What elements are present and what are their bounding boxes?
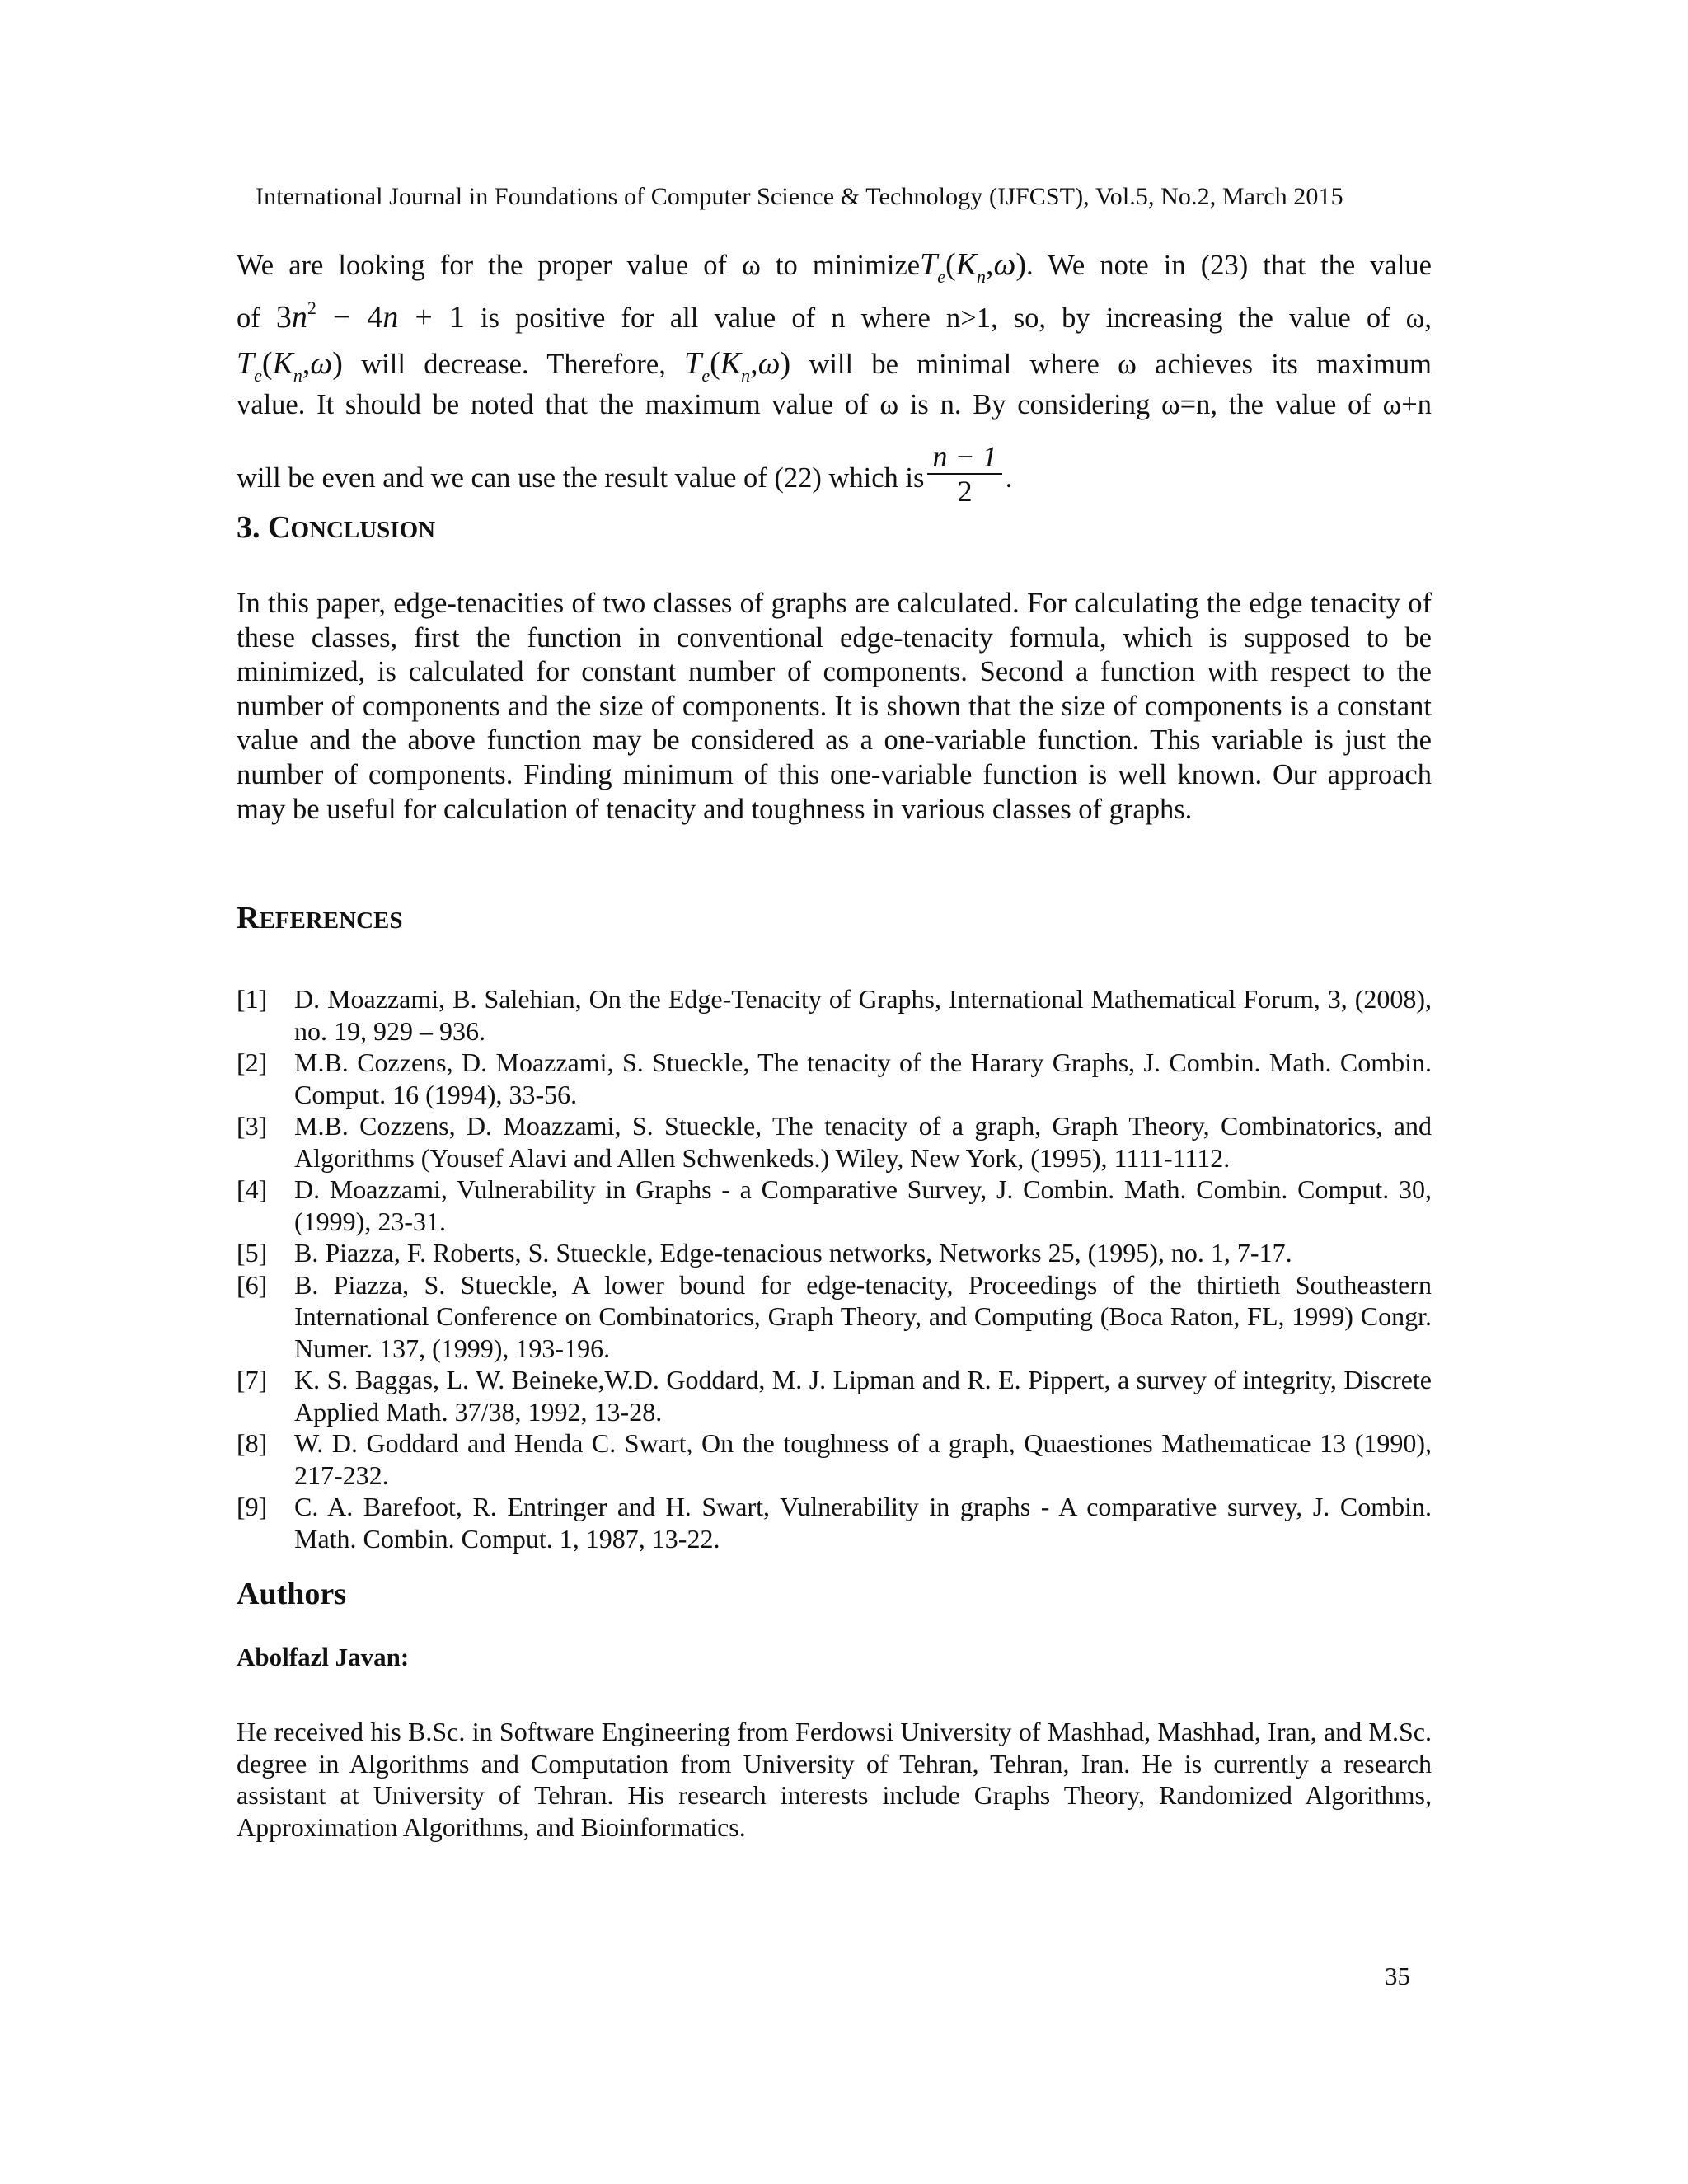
section-heading-references [237,900,403,936]
reference-number: [3] [237,1111,268,1141]
section-heading-authors: Authors [237,1577,347,1611]
intro-line-2 [237,300,1432,335]
intro-text-1b: . We note in (23) that the value [1026,250,1432,281]
reference-item [237,1491,1432,1554]
reference-number: [8] [237,1428,268,1458]
reference-number: [6] [237,1269,268,1300]
reference-item [237,1237,1432,1269]
formula-te-kn-omega: $T_e(K_n,\omega)$ [684,346,791,386]
heading-prefix: 3. C [237,510,291,545]
reference-number: [4] [237,1174,268,1204]
fraction-n-minus-1-over-2 [927,440,1001,508]
intro-text-5b: . [1005,462,1013,494]
reference-number: [9] [237,1492,268,1521]
intro-text-3b: will be minimal where ω achieves its maximum [809,349,1432,380]
reference-text: B. Piazza, F. Roberts, S. Stueckle, Edge-tenacious networks, Networks 25, (1995), no. 1, 7-17. [294,1238,1292,1268]
intro-text-2b: is positive for all value of n where n>1, so, by increasing the value of ω, [480,302,1432,334]
reference-item [237,1110,1432,1174]
intro-line-5 [237,440,1432,514]
heading-prefix: R [237,901,260,935]
intro-line-3 [237,346,1432,386]
intro-text-2a: of [237,302,260,334]
intro-text-3a: will decrease. Therefore, [361,349,666,380]
reference-item [237,1174,1432,1237]
formula-te-kn-omega: $T_e(K_n,\omega)$ [237,346,343,386]
intro-text-5a: will be even and we can use the result value of (22) which is [237,462,925,494]
conclusion-paragraph: In this paper, edge-tenacities of two classes of graphs are calculated. For calculating the edge tenacity of these classes, first the function in conventional edge-tenacity formula, which is supposed to be minimized, is calculated for constant number of components. Second a function with respect to the number of components and the size of components. It is shown that the size of components is a constant value and the above function may be considered as a one-variable function. This variable is just the number of components. Finding minimum of this one-variable function is well known. Our approach may be useful for calculation of tenacity and toughness in various classes of graphs. [237,588,1432,825]
page-number: 35 [1385,1961,1410,1990]
formula-polynomial: $3n^2 - 4n + 1$ [275,298,465,335]
fraction-numerator: n − 1 [927,440,1001,475]
reference-number: [7] [237,1365,268,1394]
running-header: International Journal in Foundations of Computer Science & Technology (IJFCST), Vol.5, No.2, March 2015 [256,183,1343,210]
reference-item [237,1269,1432,1365]
reference-item [237,1047,1432,1110]
intro-paragraph [237,247,1432,508]
reference-text: D. Moazzami, Vulnerability in Graphs - a Comparative Survey, J. Combin. Math. Combin. Comput. 30, (1999), 23-31. [294,1174,1432,1236]
reference-item [237,1427,1432,1491]
heading-smallcaps: EFERENCES [259,907,403,934]
formula-te-kn-omega: $T_e(K_n,\omega)$ [920,247,1027,287]
reference-item [237,983,1432,1047]
reference-text: W. D. Goddard and Henda C. Swart, On the toughness of a graph, Quaestiones Mathematicae 13 (1990), 217-232. [294,1428,1432,1490]
reference-text: C. A. Barefoot, R. Entringer and H. Swart, Vulnerability in graphs - A comparative survey, J. Combin. Math. Combin. Comput. 1, 1987, 13-22. [294,1492,1432,1554]
author-bio: He received his B.Sc. in Software Engineering from Ferdowsi University of Mashhad, Mashhad, Iran, and M.Sc. degree in Algorithms and Computation from University of Tehran, Tehran, Iran. He is currently a research assistant at University of Tehran. His research interests include Graphs Theory, Randomized Algorithms, Approximation Algorithms, and Bioinformatics. [237,1717,1432,1842]
heading-smallcaps: ONCLUSION [290,517,436,543]
reference-text: M.B. Cozzens, D. Moazzami, S. Stueckle, The tenacity of the Harary Graphs, J. Combin. Math. Combin. Comput. 16 (1994), 33-56. [294,1047,1432,1109]
reference-text: K. S. Baggas, L. W. Beineke,W.D. Goddard, M. J. Lipman and R. E. Pippert, a survey of integrity, Discrete Applied Math. 37/38, 1992, 13-28. [294,1365,1432,1427]
intro-line-4: value. It should be noted that the maximum value of ω is n. By considering ω=n, the value of ω+n [237,389,1432,420]
author-name: Abolfazl Javan: [237,1643,410,1671]
reference-text: M.B. Cozzens, D. Moazzami, S. Stueckle, The tenacity of a graph, Graph Theory, Combinatorics, and Algorithms (Yousef Alavi and Allen Schwenkeds.) Wiley, New York, (1995), 1111-1112. [294,1111,1432,1173]
reference-text: D. Moazzami, B. Salehian, On the Edge-Tenacity of Graphs, International Mathematical Forum, 3, (2008), no. 19, 929 – 936. [294,984,1432,1046]
fraction-denominator: 2 [957,475,973,508]
reference-number: [1] [237,984,268,1014]
reference-item [237,1364,1432,1427]
intro-text-1a: We are looking for the proper value of ω to minimize [237,250,921,281]
intro-line-1 [237,247,1432,287]
reference-number: [2] [237,1047,268,1077]
reference-text: B. Piazza, S. Stueckle, A lower bound for edge-tenacity, Proceedings of the thirtieth Southeastern International Conference on Combinatorics, Graph Theory, and Computing (Boca Raton, FL, 1999) Congr. Numer. 137, (1999), 193-196. [294,1269,1432,1363]
section-heading-conclusion [237,509,435,546]
reference-number: [5] [237,1238,268,1268]
reference-list [237,983,1432,1554]
